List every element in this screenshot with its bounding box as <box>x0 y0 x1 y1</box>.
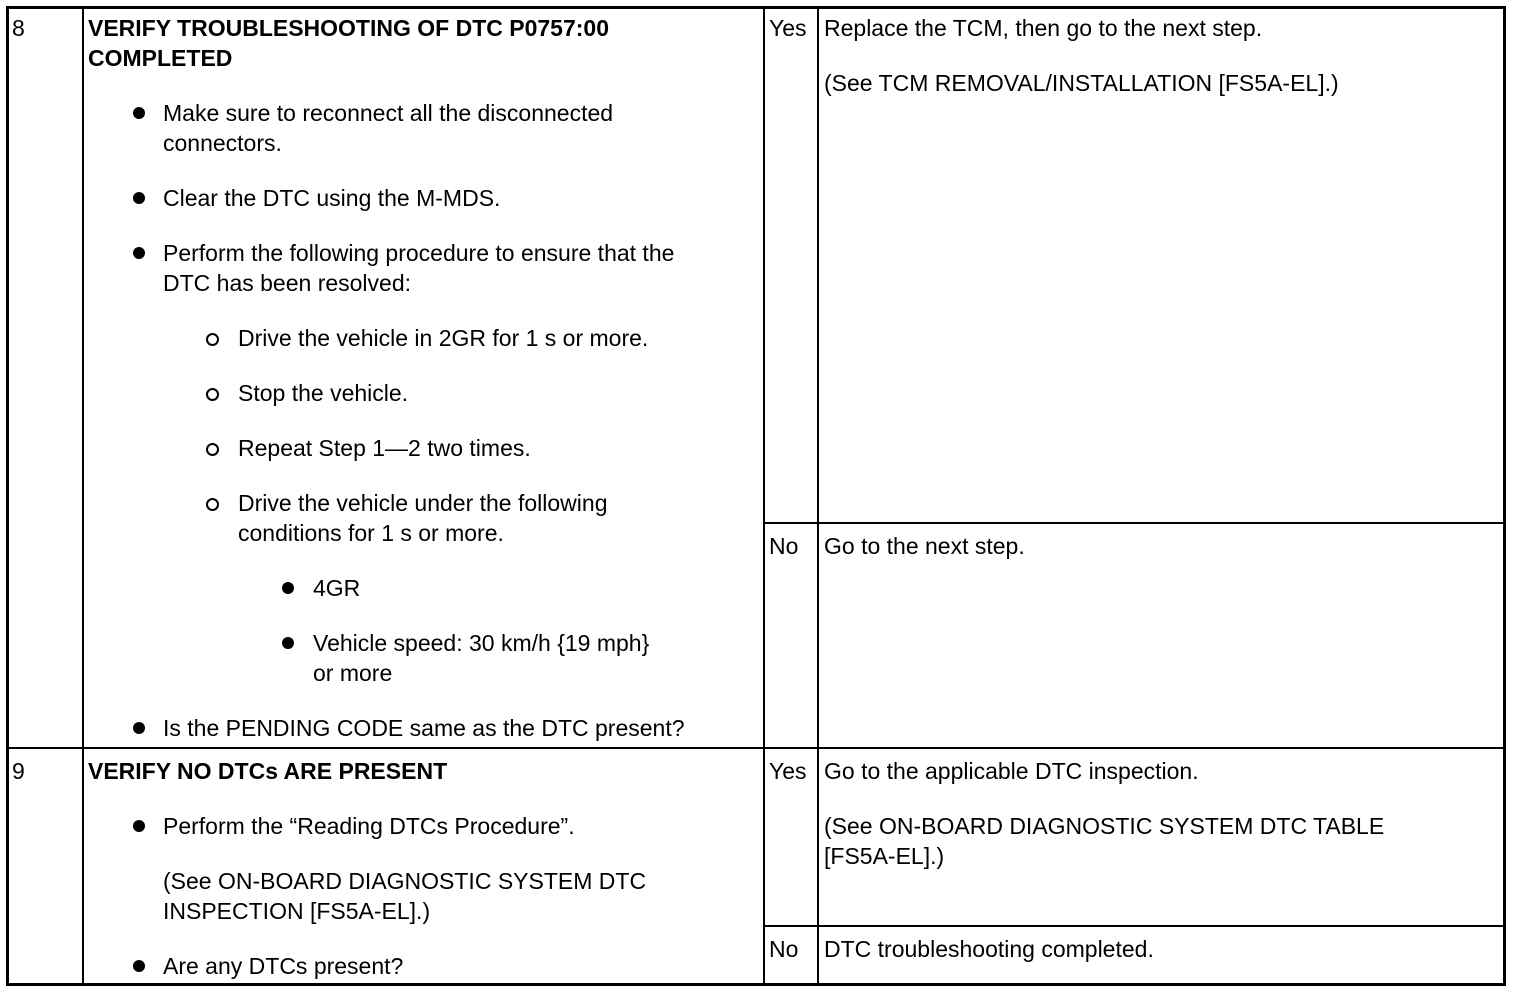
sub-instruction-text: Stop the vehicle. <box>238 380 409 406</box>
result-divider <box>764 522 1506 524</box>
bullet-icon <box>133 820 145 832</box>
column-divider <box>817 8 819 984</box>
bullet-icon <box>133 192 145 204</box>
sub-bullet-icon <box>206 388 219 401</box>
no-action: DTC troubleshooting completed. <box>824 936 1154 962</box>
row-divider <box>8 747 1506 749</box>
no-action: Go to the next step. <box>824 533 1025 559</box>
sub-instruction-text: Drive the vehicle under the following <box>238 490 608 516</box>
instruction-reference: INSPECTION [FS5A-EL].) <box>163 898 431 924</box>
step-title: VERIFY NO DTCs ARE PRESENT <box>88 758 448 784</box>
yes-action: Replace the TCM, then go to the next step. <box>824 15 1263 41</box>
step-number: 8 <box>12 15 25 41</box>
question-text: Are any DTCs present? <box>163 953 404 979</box>
instruction-text: Perform the following procedure to ensure that the <box>163 240 675 266</box>
sub-bullet-icon <box>206 498 219 511</box>
yes-reference: (See ON-BOARD DIAGNOSTIC SYSTEM DTC TABLE <box>824 813 1385 839</box>
result-divider <box>764 925 1506 927</box>
sub-instruction-text: Repeat Step 1—2 two times. <box>238 435 531 461</box>
step-title: VERIFY TROUBLESHOOTING OF DTC P0757:00 <box>88 15 610 41</box>
bullet-icon <box>133 722 145 734</box>
yes-action: Go to the applicable DTC inspection. <box>824 758 1199 784</box>
yes-reference: [FS5A-EL].) <box>824 843 945 869</box>
sub-instruction-text: Drive the vehicle in 2GR for 1 s or more. <box>238 325 649 351</box>
no-label: No <box>769 936 799 962</box>
condition-text: or more <box>313 660 393 686</box>
sub-instruction-text: conditions for 1 s or more. <box>238 520 504 546</box>
sub-bullet-icon <box>206 333 219 346</box>
column-divider <box>82 8 84 984</box>
yes-label: Yes <box>769 15 807 41</box>
yes-label: Yes <box>769 758 807 784</box>
bullet-icon <box>133 107 145 119</box>
instruction-text: Perform the “Reading DTCs Procedure”. <box>163 813 575 839</box>
bullet-icon <box>282 637 294 649</box>
condition-text: 4GR <box>313 575 361 601</box>
no-label: No <box>769 533 799 559</box>
column-divider <box>763 8 765 984</box>
instruction-text: Make sure to reconnect all the disconnected <box>163 100 614 126</box>
bullet-icon <box>133 960 145 972</box>
yes-reference: (See TCM REMOVAL/INSTALLATION [FS5A-EL].) <box>824 70 1339 96</box>
instruction-text: connectors. <box>163 130 282 156</box>
bullet-icon <box>133 247 145 259</box>
step-title-continued: COMPLETED <box>88 45 233 71</box>
sub-bullet-icon <box>206 443 219 456</box>
instruction-text: Clear the DTC using the M-MDS. <box>163 185 501 211</box>
bullet-icon <box>282 582 294 594</box>
question-text: Is the PENDING CODE same as the DTC present? <box>163 715 685 741</box>
condition-text: Vehicle speed: 30 km/h {19 mph} <box>313 630 650 656</box>
instruction-reference: (See ON-BOARD DIAGNOSTIC SYSTEM DTC <box>163 868 647 894</box>
step-number: 9 <box>12 758 25 784</box>
instruction-text: DTC has been resolved: <box>163 270 412 296</box>
